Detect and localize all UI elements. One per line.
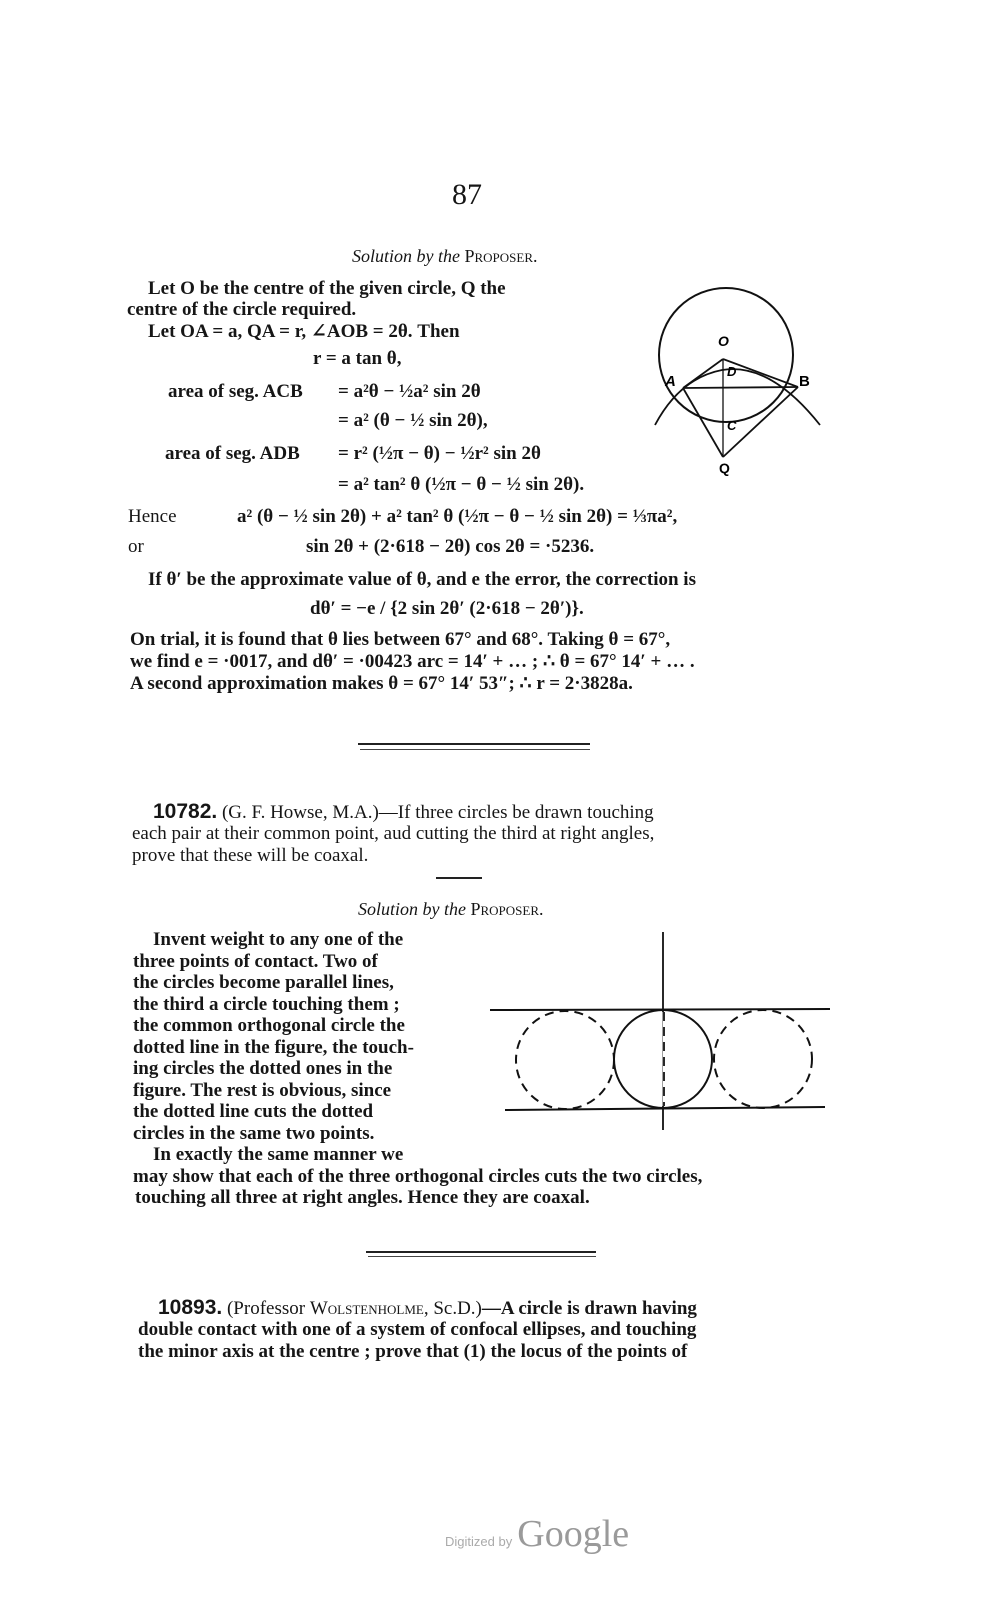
trial-line-1: On trial, it is found that θ lies between 67° and 68°. Taking θ = 67°, xyxy=(130,629,671,650)
problem-text-first: —A circle is drawn having xyxy=(481,1298,697,1319)
solution-line-8: figure. The rest is obvious, since xyxy=(133,1080,392,1101)
solution-line-5: the common orthogonal circle the xyxy=(133,1015,405,1036)
hence-equation: a² (θ − ½ sin 2θ) + a² tan² θ (½π − θ − ½ sin 2θ) = ⅓πa², xyxy=(237,506,678,527)
problem-author-post: , Sc.D.) xyxy=(423,1298,482,1319)
problem-author: (G. F. Howse, M.A.) xyxy=(221,802,379,823)
or-label: or xyxy=(128,536,144,557)
problem-number: 10893. xyxy=(158,1296,223,1319)
digitized-watermark xyxy=(445,1512,629,1556)
seg-adb-eq-2: = a² tan² θ (½π − θ − ½ sin 2θ). xyxy=(338,474,585,495)
intro-line-3: Let OA = a, QA = r, ∠AOB = 2θ. Then xyxy=(148,321,460,342)
hence-label: Hence xyxy=(128,506,177,527)
seg-adb-label: area of seg. ADB xyxy=(165,443,300,464)
separator-rule xyxy=(358,743,590,745)
label-Q: Q xyxy=(719,460,730,476)
figure-circles-segment xyxy=(620,270,830,480)
label-C: C xyxy=(727,418,737,433)
solution-heading-2 xyxy=(358,899,544,920)
correction-equation: dθ′ = −e / {2 sin 2θ′ (2·618 − 2θ′)}. xyxy=(310,598,584,619)
problem-10782-line-3: prove that these will be coaxal. xyxy=(132,845,369,866)
problem-text-first: —If three circles be drawn touching xyxy=(378,802,654,823)
solution-line-9: the dotted line cuts the dotted xyxy=(133,1101,374,1122)
page-number: 87 xyxy=(452,178,482,211)
problem-number: 10782. xyxy=(153,800,218,823)
solution-heading xyxy=(352,246,538,267)
solution-full-line-2: touching all three at right angles. Hence they are coaxal. xyxy=(135,1187,590,1208)
solution-line-10: circles in the same two points. xyxy=(133,1123,375,1144)
or-equation: sin 2θ + (2·618 − 2θ) cos 2θ = ·5236. xyxy=(306,536,595,557)
solution-heading-proposer: Proposer. xyxy=(464,246,538,266)
label-D: D xyxy=(727,364,737,379)
seg-acb-eq-1: = a²θ − ½a² sin 2θ xyxy=(338,381,481,402)
trial-line-2: we find e = ·0017, and dθ′ = ·00423 arc = 14′ + … ; ∴ θ = 67° 14′ + … . xyxy=(130,651,695,672)
label-A: A xyxy=(665,373,676,390)
equation-r: r = a tan θ, xyxy=(313,348,402,369)
figure-coaxal-circles xyxy=(470,920,830,1140)
problem-10782-first-line xyxy=(153,801,819,824)
separator-rule-thin xyxy=(368,1256,596,1257)
solution-line-7: ing circles the dotted ones in the xyxy=(133,1058,393,1079)
separator-rule-thin xyxy=(360,749,590,750)
problem-10893-first-line xyxy=(158,1297,828,1320)
solution-line-1: Invent weight to any one of the xyxy=(153,929,404,950)
solution-line-2: three points of contact. Two of xyxy=(133,951,378,972)
intro-line-2: centre of the circle required. xyxy=(127,299,357,320)
intro-line-1: Let O be the centre of the given circle, Q the xyxy=(148,278,506,299)
problem-10782-line-2: each pair at their common point, aud cutting the third at right angles, xyxy=(132,823,655,844)
solution-heading-italic: Solution by the xyxy=(358,899,466,919)
seg-acb-eq-2: = a² (θ − ½ sin 2θ), xyxy=(338,410,488,431)
google-logo: Google xyxy=(517,1513,630,1555)
label-O: O xyxy=(718,333,729,349)
trial-line-3: A second approximation makes θ = 67° 14′ 53″; ∴ r = 2·3828a. xyxy=(130,673,633,694)
problem-10893-line-2: double contact with one of a system of confocal ellipses, and touching xyxy=(138,1319,697,1340)
solution-line-11: In exactly the same manner we xyxy=(153,1144,404,1165)
if-line: If θ′ be the approximate value of θ, and e the error, the correction is xyxy=(148,569,696,590)
solution-line-3: the circles become parallel lines, xyxy=(133,972,394,993)
seg-acb-label: area of seg. ACB xyxy=(168,381,303,402)
label-B: B xyxy=(799,373,810,390)
digitized-by-text: Digitized by xyxy=(445,1534,513,1549)
short-rule xyxy=(436,877,482,879)
solution-heading-proposer: Proposer. xyxy=(470,899,544,919)
problem-10893-line-3: the minor axis at the centre ; prove that (1) the locus of the points of xyxy=(138,1341,688,1362)
solution-line-6: dotted line in the figure, the touch- xyxy=(133,1037,414,1058)
separator-rule xyxy=(366,1251,596,1253)
solution-full-line-1: may show that each of the three orthogonal circles cuts the two circles, xyxy=(133,1166,703,1187)
solution-line-4: the third a circle touching them ; xyxy=(133,994,400,1015)
problem-author-pre: (Professor xyxy=(226,1298,310,1319)
problem-author-name: Wolstenholme xyxy=(309,1298,424,1319)
seg-adb-eq-1: = r² (½π − θ) − ½r² sin 2θ xyxy=(338,443,541,464)
solution-heading-italic: Solution by the xyxy=(352,246,460,266)
